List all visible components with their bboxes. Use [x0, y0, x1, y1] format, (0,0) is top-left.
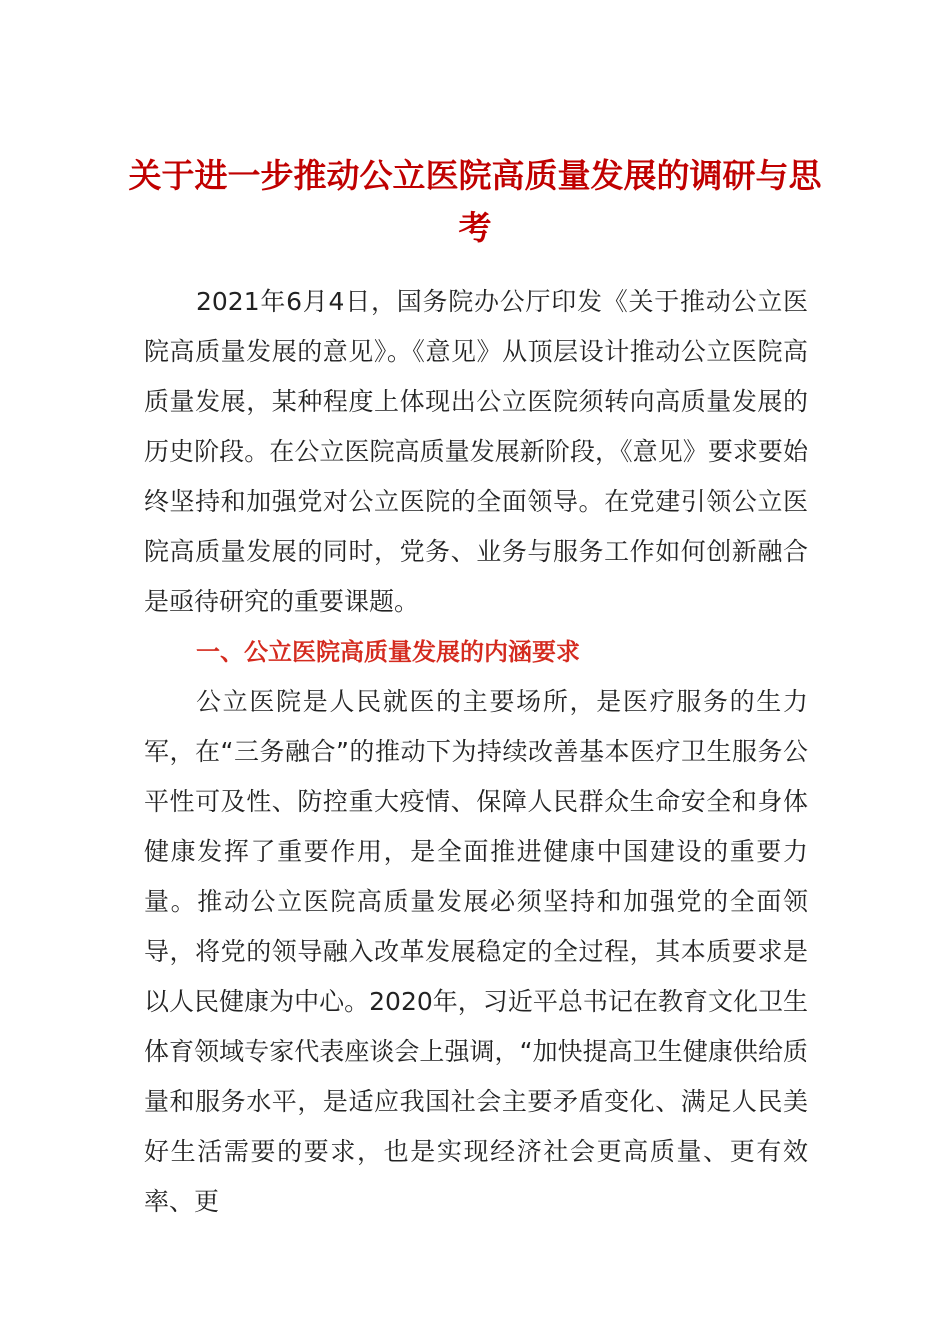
intro-paragraph: 2021年6月4日，国务院办公厅印发《关于推动公立医院高质量发展的意见》。《意见》从顶层设计推动公立医院高质量发展，某种程度上体现出公立医院须转向高质量发展的历史阶段。在公立医院高质量发展新阶段，《意见》要求要始终坚持和加强党对公立医院的全面领导。在党建引领公立医院高质量发展的同时，党务、业务与服务工作如何创新融合是亟待研究的重要课题。: [144, 287, 808, 616]
section-paragraph: 公立医院是人民就医的主要场所，是医疗服务的生力军，在“三务融合”的推动下为持续改善基本医疗卫生服务公平性可及性、防控重大疫情、保障人民群众生命安全和身体健康发挥了重要作用，是全面推进健康中国建设的重要力量。推动公立医院高质量发展必须坚持和加强党的全面领导，将党的领导融入改革发展稳定的全过程，其本质要求是以人民健康为中心。2020年，习近平总书记在教育文化卫生体育领域专家代表座谈会上强调，“加快提高卫生健康供给质量和服务水平，是适应我国社会主要矛盾变化、满足人民美好生活需要的要求，也是实现经济社会更高质量、更有效率、更: [144, 687, 808, 1216]
section-heading: 一、公立医院高质量发展的内涵要求: [196, 638, 580, 666]
document-title: 关于进一步推动公立医院高质量发展的调研与思考: [128, 156, 822, 247]
